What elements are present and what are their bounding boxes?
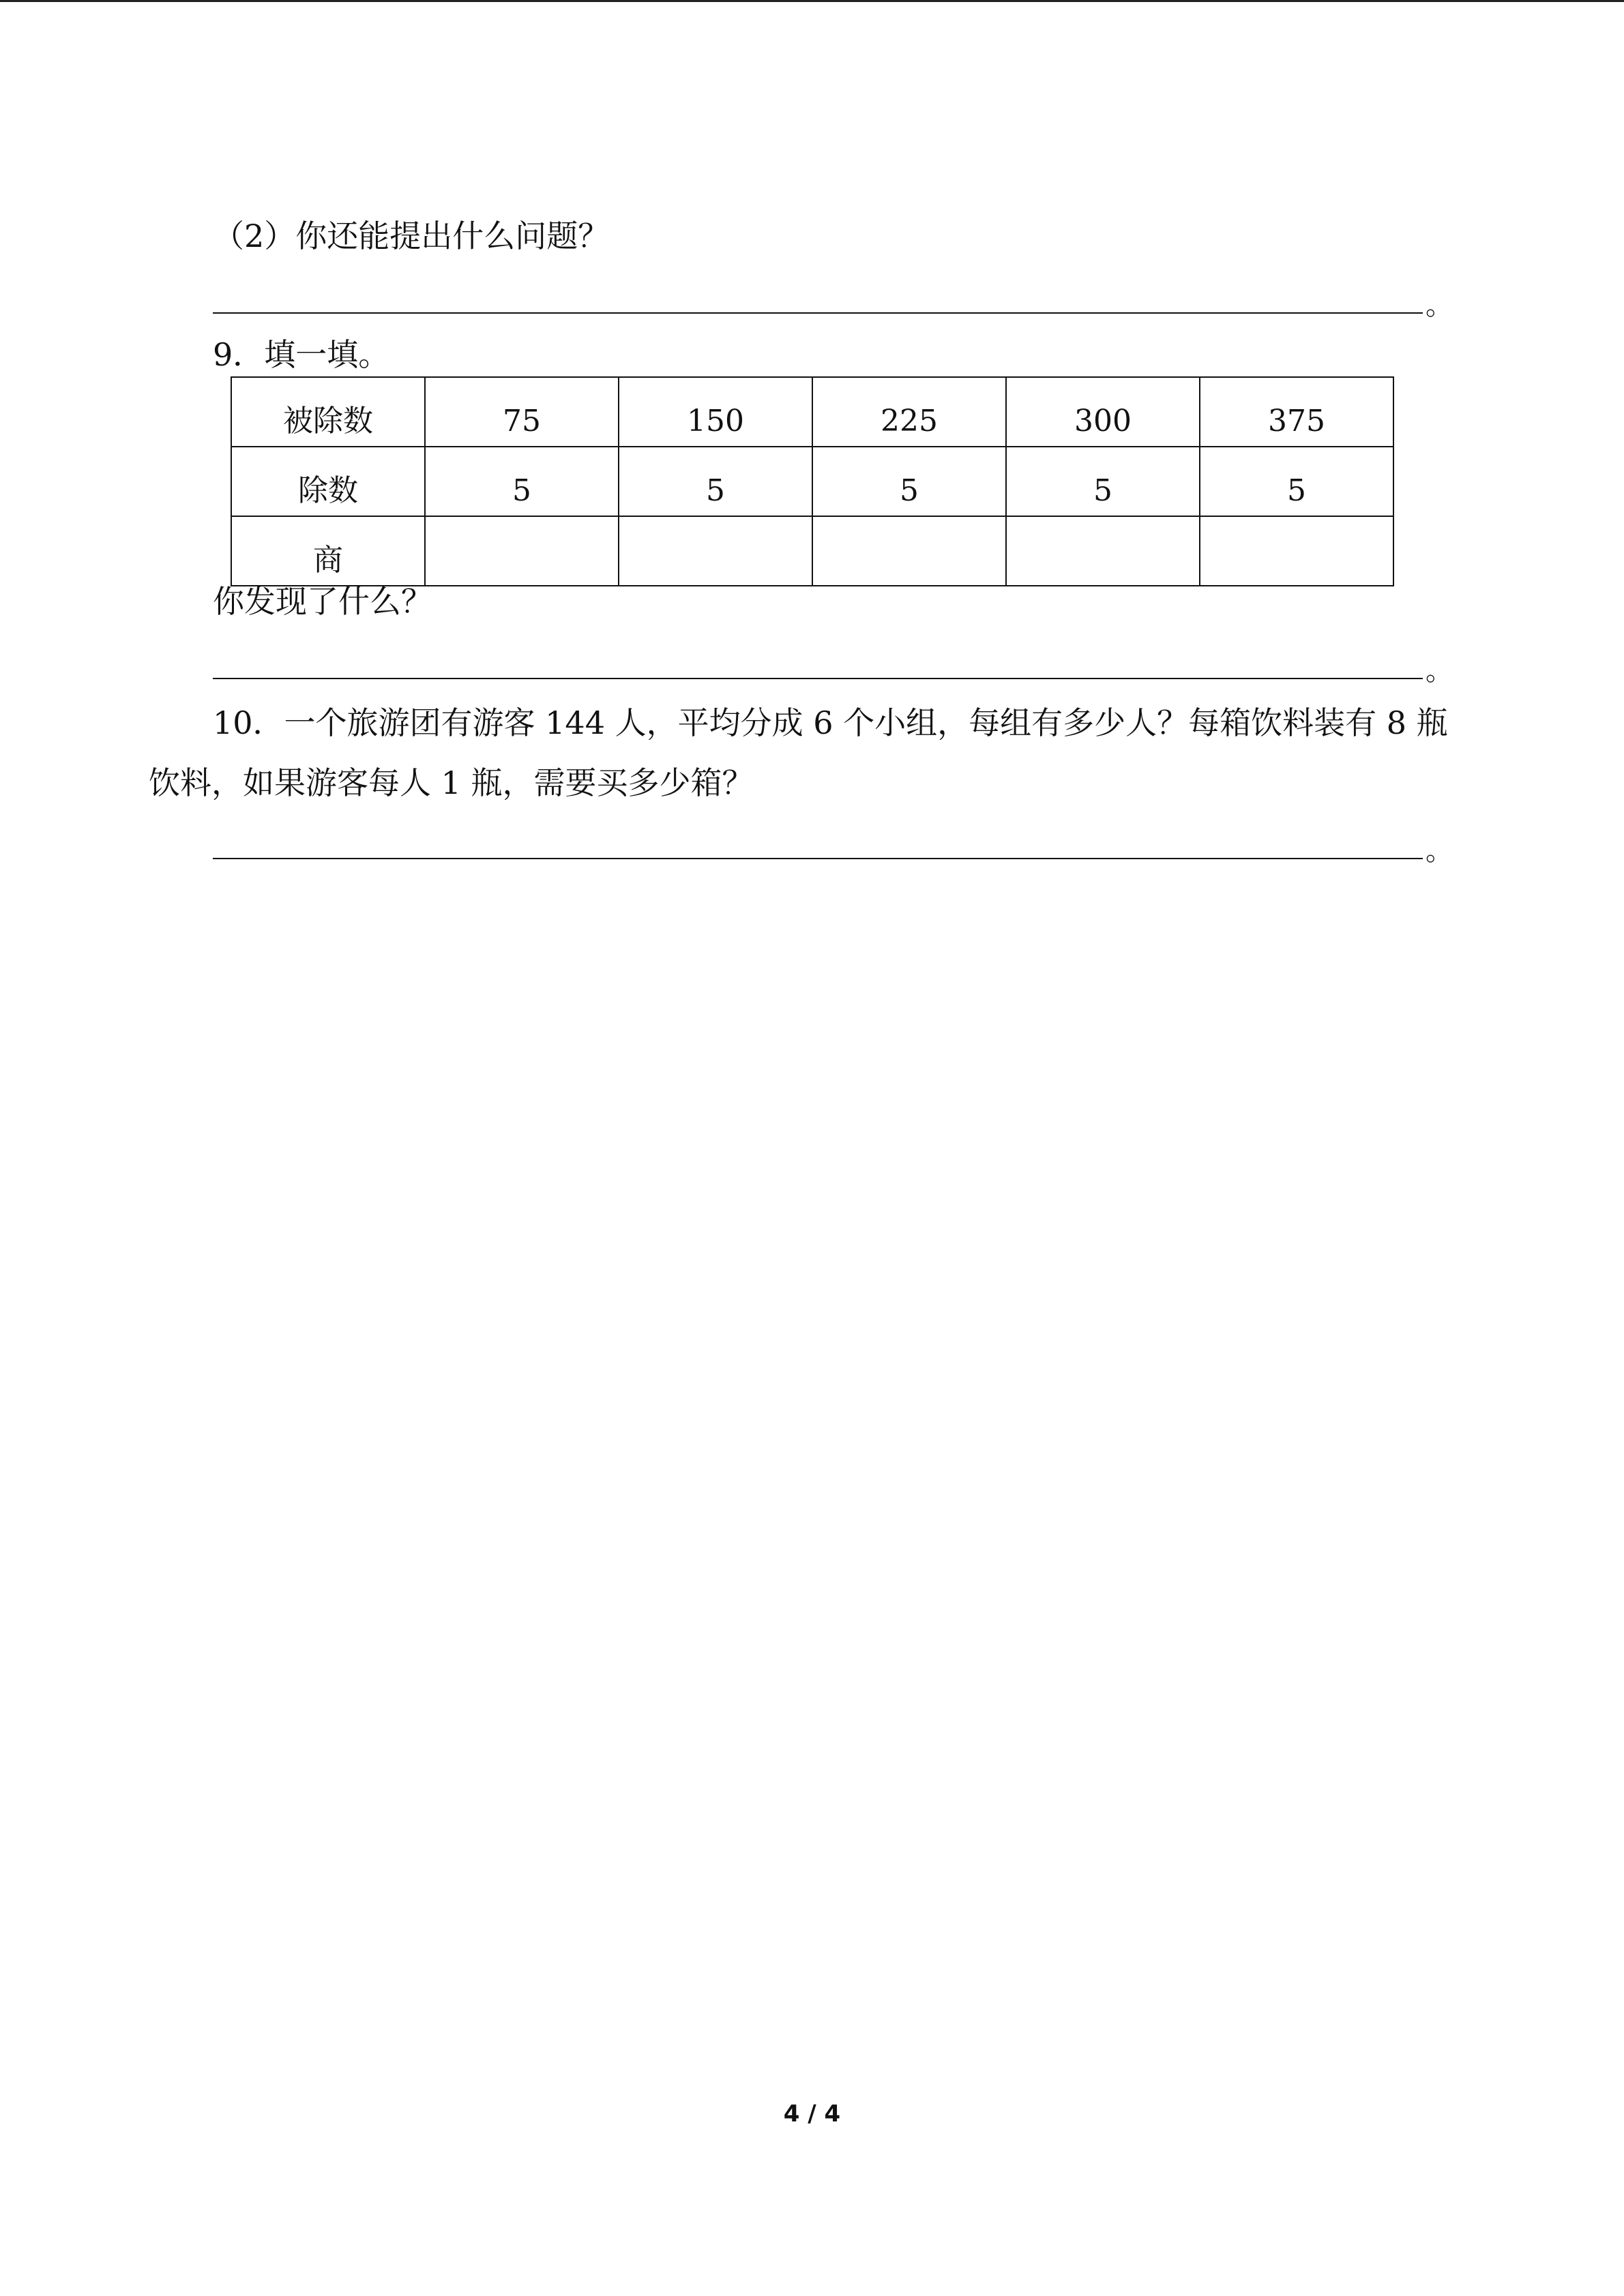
table-cell: 5	[1200, 447, 1393, 516]
q10-text-line2: 饮料，如果游客每人 1 瓶，需要买多少箱？	[149, 764, 754, 801]
table-row-dividend	[231, 377, 1393, 447]
table-cell: 5	[425, 447, 619, 516]
quotient-answer-cell[interactable]	[425, 516, 619, 586]
table-row-label: 除数	[231, 447, 425, 516]
q8-answer-line[interactable]	[213, 312, 1423, 314]
q8-sub2-text: （2）你还能提出什么问题？	[213, 218, 610, 254]
page-top-border	[0, 0, 1624, 2]
table-cell: 150	[619, 377, 812, 447]
quotient-answer-cell[interactable]	[812, 516, 1006, 586]
table-cell: 300	[1006, 377, 1200, 447]
q10-text-line1: 10．一个旅游团有游客 144 人，平均分成 6 个小组，每组有多少人？每箱饮料装有 8 瓶	[213, 704, 1448, 741]
quotient-answer-cell[interactable]	[619, 516, 812, 586]
table-row-label: 被除数	[231, 377, 425, 447]
division-table	[231, 376, 1394, 586]
q9-answer-line[interactable]	[213, 678, 1423, 679]
table-row-label: 商	[231, 516, 425, 586]
table-cell: 5	[1006, 447, 1200, 516]
table-row-quotient	[231, 516, 1393, 586]
q8-period: 。	[1426, 290, 1453, 321]
q9-period: 。	[1426, 655, 1453, 687]
table-row-divisor	[231, 447, 1393, 516]
quotient-answer-cell[interactable]	[1200, 516, 1393, 586]
table-cell: 75	[425, 377, 619, 447]
table-cell: 5	[812, 447, 1006, 516]
q10-answer-line[interactable]	[213, 858, 1423, 859]
table-cell: 225	[812, 377, 1006, 447]
quotient-answer-cell[interactable]	[1006, 516, 1200, 586]
table-cell: 375	[1200, 377, 1393, 447]
q9-title: 9．填一填。	[213, 336, 390, 373]
table-cell: 5	[619, 447, 812, 516]
page-number: 4 / 4	[783, 2100, 841, 2128]
q10-period: 。	[1426, 835, 1453, 867]
q9-question: 你发现了什么？	[213, 583, 432, 620]
